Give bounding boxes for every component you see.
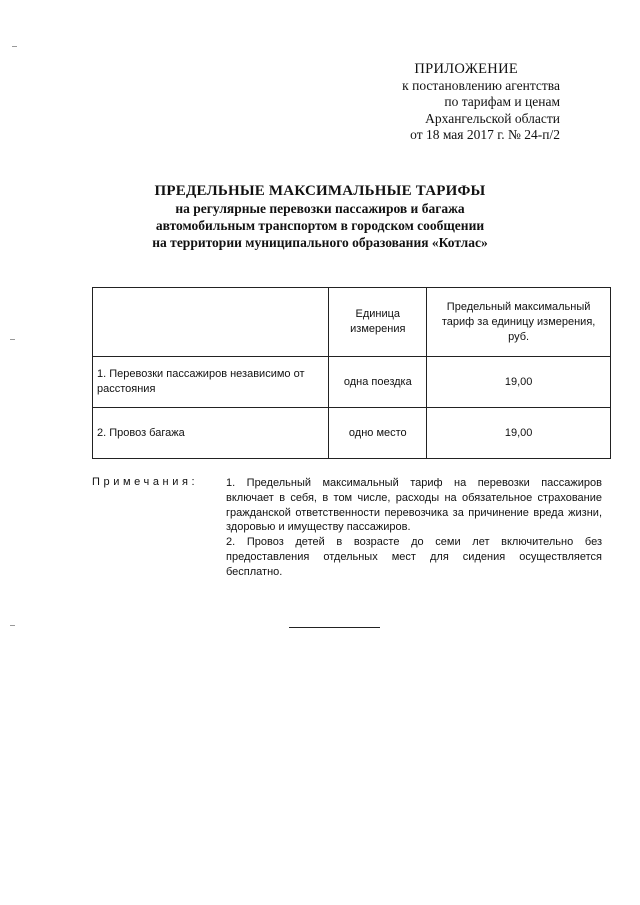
scan-margin-mark: [10, 339, 15, 340]
notes-label: Примечания:: [92, 476, 199, 488]
table-row: [93, 357, 611, 408]
column-header-tariff: Предельный максимальный тариф за единицу измерения, руб.: [427, 288, 611, 357]
appendix-heading: ПРИЛОЖЕНИЕ: [414, 61, 518, 77]
cell-tariff: 19,00: [427, 357, 611, 408]
title-subtitle-line: на территории муниципального образования «Котлас»: [152, 235, 488, 250]
appendix-line: по тарифам и ценам: [444, 94, 560, 110]
title-subtitle-line: на регулярные перевозки пассажиров и багажа: [175, 201, 465, 216]
appendix-line: Архангельской области: [425, 110, 560, 126]
table-row: [93, 408, 611, 459]
cell-tariff: 19,00: [427, 408, 611, 459]
column-header-service: [93, 288, 329, 357]
notes-block: [226, 476, 602, 580]
cell-unit: одно место: [329, 408, 427, 459]
appendix-block: [340, 61, 560, 144]
table-header-row: [93, 288, 611, 357]
closing-rule: [289, 627, 380, 628]
cell-unit: одна поездка: [329, 357, 427, 408]
scan-margin-mark: [12, 46, 17, 47]
title-subtitle-line: автомобильным транспортом в городском сообщении: [155, 218, 485, 233]
appendix-line: от 18 мая 2017 г. № 24-п/2: [410, 127, 560, 143]
cell-service-name: 2. Провоз багажа: [93, 408, 329, 459]
tariffs-table: [92, 287, 611, 459]
appendix-line: к постановлению агентства: [402, 77, 560, 93]
note-item: 2. Провоз детей в возрасте до семи лет включительно без предоставления отдельных мест для сидения осуществляется бесплатно.: [226, 536, 602, 578]
cell-service-name: 1. Перевозки пассажиров независимо от расстояния: [93, 357, 329, 408]
document-title: [60, 183, 580, 251]
scan-margin-mark: [10, 625, 15, 626]
note-item: 1. Предельный максимальный тариф на перевозки пассажиров включает в себя, в том числе, расходы на обязательное страхование гражданской ответственности перевозчика за причинение вреда жизни, здоровью и имуществу пассажиров.: [226, 477, 602, 534]
title-main: ПРЕДЕЛЬНЫЕ МАКСИМАЛЬНЫЕ ТАРИФЫ: [154, 183, 486, 199]
column-header-unit: Единица измерения: [329, 288, 427, 357]
